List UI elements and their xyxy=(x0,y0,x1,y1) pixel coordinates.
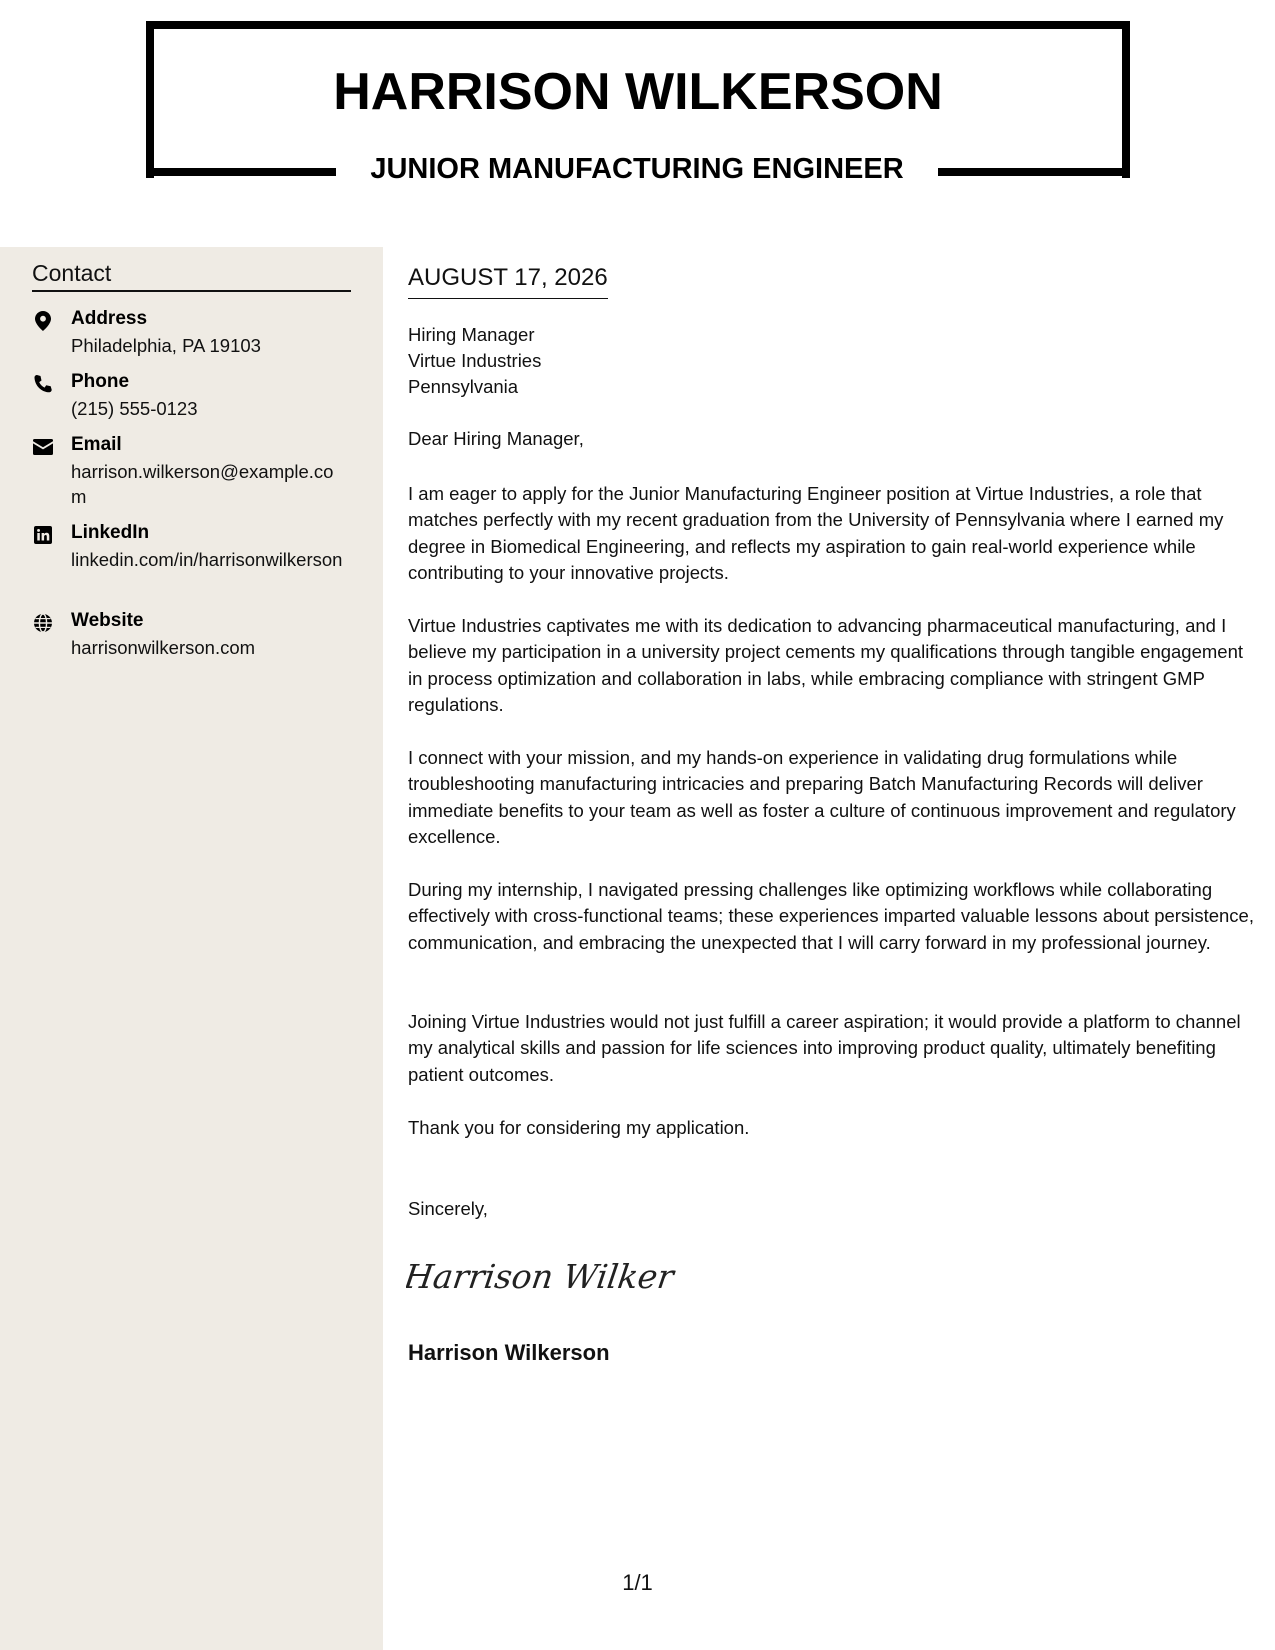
letter-paragraph: During my internship, I navigated pressing challenges like optimizing workflows while collaborating effectively with cross-functional teams; these experiences imparted valuable lessons about persistence, communication, and embracing the unexpected that I will carry forward in my professional journey. xyxy=(408,879,1254,953)
job-title: JUNIOR MANUFACTURING ENGINEER xyxy=(370,153,904,185)
contact-label: Website xyxy=(71,610,144,631)
recipient-line: Pennsylvania xyxy=(408,376,519,397)
recipient-line: Hiring Manager xyxy=(408,324,535,345)
letter-paragraph: I am eager to apply for the Junior Manufacturing Engineer position at Virtue Industries, a role that matches perfectly with my recent graduation from the University of Pennsylvania where I earned my degree in Biomedical Engineering, and reflects my aspiration to gain real-world experience while contributing to your innovative projects. xyxy=(408,483,1224,583)
page-indicator: 1/1 xyxy=(622,1570,653,1595)
globe-icon xyxy=(32,612,54,634)
applicant-name: HARRISON WILKERSON xyxy=(333,63,943,121)
envelope-icon xyxy=(32,436,54,458)
contact-value: (215) 555-0123 xyxy=(71,398,198,419)
map-pin-icon xyxy=(32,310,54,332)
contact-value: harrisonwilkerson.com xyxy=(71,637,256,658)
letter-paragraph: Thank you for considering my application. xyxy=(408,1117,750,1138)
contact-heading: Contact xyxy=(32,260,351,292)
letter-paragraph: Virtue Industries captivates me with its dedication to advancing pharmaceutical manufacturing, and I believe my participation in a university project cements my qualifications through tangible engagement in process optimization and collaboration in labs, while embracing compliance with stringent GMP regulations. xyxy=(408,615,1244,715)
letter-paragraph: I connect with your mission, and my hands-on experience in validating drug formulations while troubleshooting manufacturing intricacies and preparing Batch Manufacturing Records will deliver immediate benefits to your team as well as foster a culture of continuous improvement and regulatory excellence. xyxy=(408,747,1236,847)
header-frame-bottom-left xyxy=(146,168,336,176)
phone-icon xyxy=(32,373,54,395)
signature-text: Harrison Wilker xyxy=(406,1257,676,1296)
greeting: Dear Hiring Manager, xyxy=(408,428,584,449)
letter-paragraph: Joining Virtue Industries would not just fulfill a career aspiration; it would provide a platform to channel my analytical skills and passion for life sciences into improving product quality, ultimately benefiting patient outcomes. xyxy=(408,1011,1241,1085)
recipient-block xyxy=(408,322,541,400)
contact-value: linkedin.com/in/harrisonwilkerson xyxy=(71,549,343,570)
contact-label: LinkedIn xyxy=(71,522,150,543)
letter-date: AUGUST 17, 2026 xyxy=(408,264,608,299)
header-frame-bottom-right xyxy=(938,168,1130,176)
signature xyxy=(406,1252,676,1305)
contact-label: Phone xyxy=(71,371,130,392)
linkedin-icon xyxy=(32,524,54,546)
contact-label: Email xyxy=(71,434,122,455)
closing: Sincerely, xyxy=(408,1198,488,1219)
recipient-line: Virtue Industries xyxy=(408,350,542,371)
contact-value: Philadelphia, PA 19103 xyxy=(71,335,261,356)
contact-sidebar xyxy=(0,247,383,1650)
signer-name: Harrison Wilkerson xyxy=(408,1340,610,1365)
contact-label: Address xyxy=(71,308,148,329)
contact-value: harrison.wilkerson@example.com xyxy=(71,461,334,507)
